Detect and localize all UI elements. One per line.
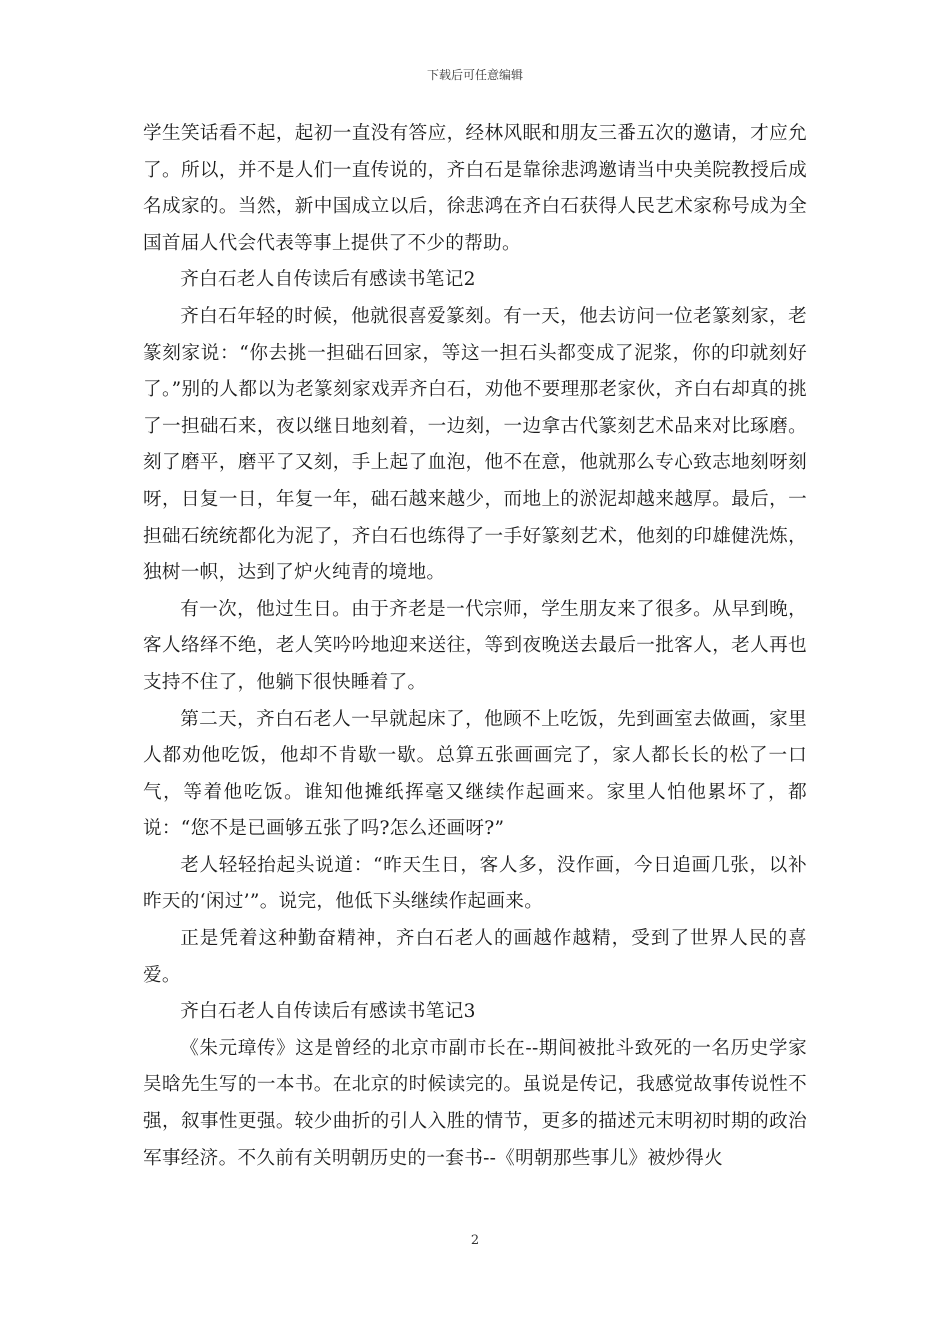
paragraph: 《朱元璋传》这是曾经的北京市副市长在--期间被批斗致死的一名历史学家吴晗先生写的一本书。在北京的时候读完的。虽说是传记，我感觉故事传说性不强，叙事性更强。较少曲折的引人入胜的情节，更多的描述元末明初时期的政治军事经济。不久前有关明朝历史的一套书--《明朝那些事儿》被炒得火 <box>143 1037 807 1169</box>
section-heading: 齐白石老人自传读后有感读书笔记2 <box>180 269 476 291</box>
document-body <box>143 116 807 1177</box>
page-number: 2 <box>470 1233 480 1248</box>
paragraph: 有一次，他过生日。由于齐老是一代宗师，学生朋友来了很多。从早到晚，客人络绎不绝，老人笑吟吟地迎来送往，等到夜晚送去最后一批客人，老人再也支持不住了，他躺下很快睡着了。 <box>143 598 807 693</box>
paragraph: 齐白石年轻的时候，他就很喜爱篆刻。有一天，他去访问一位老篆刻家，老篆刻家说：“你去挑一担础石回家，等这一担石头都变成了泥浆，你的印就刻好了。”别的人都以为老篆刻家戏弄齐白石，劝他不要理那老家伙，齐白右却真的挑了一担础石来，夜以继日地刻着，一边刻，一边拿古代篆刻艺术品来对比琢磨。刻了磨平，磨平了又刻，手上起了血泡，他不在意，他就那么专心致志地刻呀刻呀，日复一日，年复一年，础石越来越少，而地上的淤泥却越来越厚。最后，一担础石统统都化为泥了，齐白石也练得了一手好篆刻艺术，他刻的印雄健洗炼，独树一帜，达到了炉火纯青的境地。 <box>143 305 807 584</box>
paragraph: 第二天，齐白石老人一早就起床了，他顾不上吃饭，先到画室去做画，家里人都劝他吃饭，他却不肯歇一歇。总算五张画画完了，家人都长长的松了一口气，等着他吃饭。谁知他摊纸挥毫又继续作起画来。家里人怕他累坏了，都说：“您不是已画够五张了吗?怎么还画呀?” <box>143 708 807 840</box>
paragraph: 老人轻轻抬起头说道：“昨天生日，客人多，没作画，今日追画几张，以补昨天的‘闲过’”。说完，他低下头继续作起画来。 <box>143 854 807 913</box>
header-note: 下载后可任意编辑 <box>426 68 523 82</box>
section-heading: 齐白石老人自传读后有感读书笔记3 <box>180 1001 476 1023</box>
paragraph: 学生笑话看不起，起初一直没有答应，经林风眠和朋友三番五次的邀请，才应允了。所以，并不是人们一直传说的，齐白石是靠徐悲鸿邀请当中央美院教授后成名成家的。当然，新中国成立以后，徐悲鸿在齐白石获得人民艺术家称号成为全国首届人代会代表等事上提供了不少的帮助。 <box>143 123 807 254</box>
paragraph: 正是凭着这种勤奋精神，齐白石老人的画越作越精，受到了世界人民的喜爱。 <box>143 928 807 986</box>
